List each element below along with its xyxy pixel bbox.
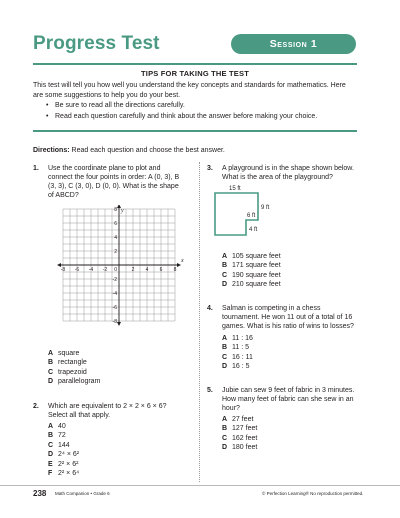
y-axis-arrow <box>117 322 121 326</box>
choice[interactable]: B 127 feet <box>222 425 258 433</box>
tips-heading: TIPS FOR TAKING THE TEST <box>141 69 249 78</box>
label-step-v: 4 ft <box>249 227 258 233</box>
question-text: Jubie can sew 9 feet of fabric in 3 minutes. How many feet of fabric can she sew in an hour? <box>222 387 355 412</box>
y-tick-label: -6 <box>112 305 117 311</box>
x-tick-label: -8 <box>60 267 66 273</box>
tip-item: • Read each question carefully and think about the answer before making your choice. <box>46 112 356 123</box>
choice[interactable]: C trapezoid <box>48 368 87 376</box>
choice[interactable]: B 171 square feet <box>222 262 281 270</box>
x-tick-label: 6 <box>159 267 163 273</box>
question-number: 5. <box>207 387 213 394</box>
y-tick-label: 2 <box>114 249 117 255</box>
tips-list <box>46 101 356 122</box>
page-number: 238 <box>33 489 47 498</box>
tips-top-rule <box>33 63 357 65</box>
footer-rule <box>0 485 400 486</box>
y-tick-label: -2 <box>112 277 117 283</box>
page-title: Progress Test <box>33 33 160 54</box>
x-tick-label: -4 <box>88 267 94 273</box>
origin-label: 0 <box>114 267 117 273</box>
y-tick-label: 8 <box>114 207 117 213</box>
question-text: Use the coordinate plane to plot and connect the four points in order: A (0, 3), B (3, 3), C (3, 0), D (0, 0). What is the shape of ABCD? <box>48 165 180 199</box>
question-3-choices <box>222 252 281 289</box>
playground-shape <box>212 183 292 248</box>
choice[interactable]: E 2² × 6² <box>48 460 79 468</box>
x-tick-label: 2 <box>131 267 135 273</box>
y-axis-label: y <box>121 208 124 214</box>
column-divider <box>199 162 200 482</box>
label-right: 9 ft <box>261 205 270 211</box>
choice[interactable]: A 40 <box>48 423 66 430</box>
choice[interactable]: C 144 <box>48 441 70 449</box>
choice[interactable]: A square <box>48 350 80 357</box>
choice[interactable]: D 180 feet <box>222 443 258 451</box>
y-tick-label: -4 <box>112 291 117 297</box>
question-number: 3. <box>207 165 213 172</box>
choice[interactable]: A 105 square feet <box>222 253 281 260</box>
footer-book: Math Companion • Grade 6 <box>55 491 110 496</box>
x-tick-label: -2 <box>102 267 108 273</box>
choice[interactable]: C 190 square feet <box>222 271 281 279</box>
tip-item: • Be sure to read all the directions carefully. <box>46 101 356 112</box>
label-top: 15 ft <box>229 186 241 192</box>
label-step-h: 6 ft <box>247 213 256 219</box>
question-number: 4. <box>207 305 213 312</box>
x-tick-label: -6 <box>74 267 80 273</box>
choice[interactable]: A 11 : 16 <box>222 335 253 342</box>
footer-copyright: © Perfection Learning® No reproduction permitted. <box>262 491 364 496</box>
y-tick-label: -8 <box>112 319 117 325</box>
coordinate-plane <box>55 205 185 335</box>
directions-label: Directions: <box>33 147 70 154</box>
tips-intro: This test will tell you how well you understand the key concepts and standards for mathematics. Here are some suggestions to help you do your best. <box>33 82 346 99</box>
choice[interactable]: F 2² × 6⁴ <box>48 470 80 478</box>
question-text: A playground is in the shape shown below. What is the area of the playground? <box>222 165 354 181</box>
directions <box>33 147 225 154</box>
choice[interactable]: D 210 square feet <box>222 280 281 288</box>
question-number: 1. <box>33 165 39 172</box>
x-axis-label: x <box>181 258 184 264</box>
question-text: Salman is competing in a chess tournament. He won 11 out of a total of 16 games. What is his ratio of wins to losses? <box>222 305 354 330</box>
question-2-choices <box>48 422 79 478</box>
question-1-choices <box>48 349 100 386</box>
choice[interactable]: D 16 : 5 <box>222 362 250 370</box>
y-tick-label: 4 <box>114 235 117 241</box>
question-4-choices <box>222 334 253 371</box>
choice[interactable]: B 11 : 5 <box>222 344 249 352</box>
choice[interactable]: C 16 : 11 <box>222 353 253 361</box>
choice[interactable]: C 162 feet <box>222 434 258 442</box>
session-badge: Session 1 <box>231 34 356 54</box>
y-tick-label: 6 <box>114 221 117 227</box>
choice[interactable]: D 2⁴ × 6² <box>48 451 80 459</box>
x-tick-label: 4 <box>145 267 149 273</box>
question-number: 2. <box>33 403 39 410</box>
choice[interactable]: B rectangle <box>48 359 87 367</box>
directions-text: Read each question and choose the best answer. <box>71 147 225 154</box>
question-text: Which are equivalent to 2 × 2 × 6 × 6? Select all that apply. <box>48 403 167 419</box>
choice[interactable]: D parallelogram <box>48 377 101 385</box>
question-5-choices <box>222 415 257 452</box>
choice[interactable]: A 27 feet <box>222 416 254 423</box>
tips-bottom-rule <box>33 130 357 132</box>
x-tick-label: 8 <box>173 267 177 273</box>
choice[interactable]: B 72 <box>48 432 66 440</box>
